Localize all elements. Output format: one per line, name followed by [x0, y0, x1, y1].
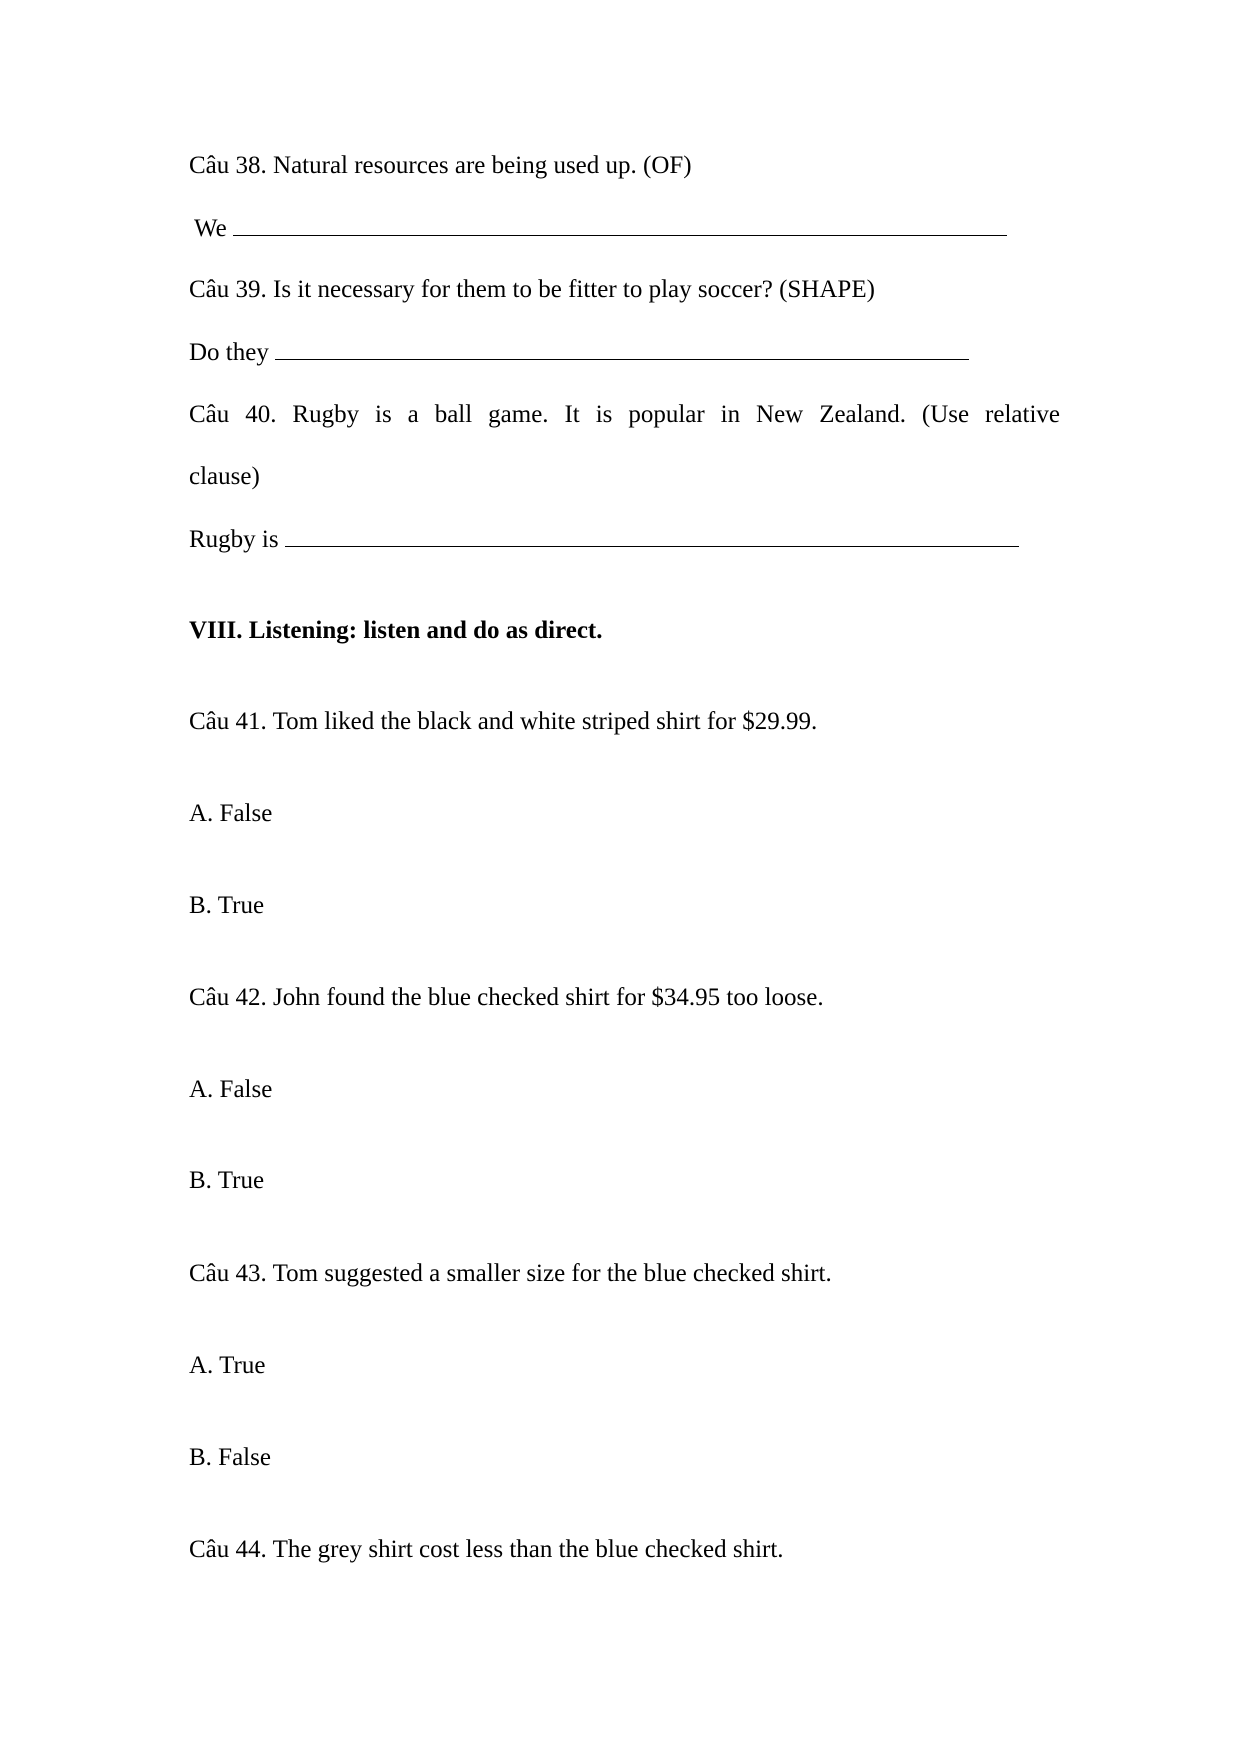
question-39-answer-line	[189, 337, 969, 368]
question-43-option-b[interactable]: B. False	[189, 1444, 271, 1471]
question-39-answer-blank[interactable]	[275, 337, 969, 360]
question-40-text-line-2: clause)	[189, 463, 260, 490]
section-heading-listening: VIII. Listening: listen and do as direct.	[189, 617, 603, 644]
question-42-option-b[interactable]: B. True	[189, 1167, 265, 1194]
question-41-option-b[interactable]: B. True	[189, 892, 265, 919]
question-38-answer-blank[interactable]	[233, 213, 1007, 236]
question-43-option-a[interactable]: A. True	[189, 1352, 266, 1379]
question-42-text: Câu 42. John found the blue checked shirt for $34.95 too loose.	[189, 984, 824, 1011]
question-39-answer-prompt: Do they	[189, 339, 269, 366]
question-38-text: Câu 38. Natural resources are being used up. (OF)	[189, 152, 692, 179]
question-40-answer-line	[189, 524, 1019, 555]
question-38-answer-line	[194, 213, 1007, 244]
question-40-answer-blank[interactable]	[285, 524, 1019, 547]
question-40-answer-prompt: Rugby is	[189, 526, 279, 553]
question-44-text: Câu 44. The grey shirt cost less than the blue checked shirt.	[189, 1536, 784, 1563]
question-41-option-a[interactable]: A. False	[189, 800, 273, 827]
question-40-text-line-1: Câu 40. Rugby is a ball game. It is popular in New Zealand. (Use relative	[189, 401, 1060, 428]
question-38-answer-prompt: We	[194, 215, 227, 242]
question-39-text: Câu 39. Is it necessary for them to be fitter to play soccer? (SHAPE)	[189, 276, 875, 303]
question-41-text: Câu 41. Tom liked the black and white striped shirt for $29.99.	[189, 708, 818, 735]
question-43-text: Câu 43. Tom suggested a smaller size for the blue checked shirt.	[189, 1260, 832, 1287]
question-42-option-a[interactable]: A. False	[189, 1076, 273, 1103]
